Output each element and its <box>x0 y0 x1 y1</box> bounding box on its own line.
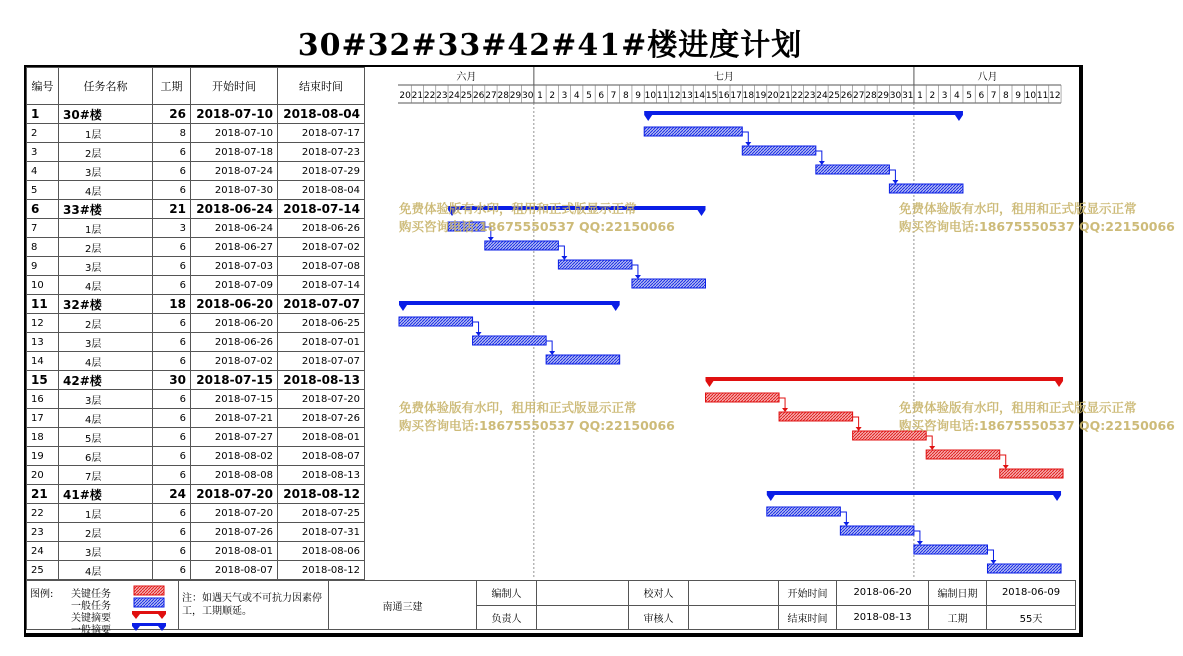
task-start: 2018-07-27 <box>191 428 278 447</box>
task-no: 2 <box>27 124 59 143</box>
owner-label: 负责人 <box>477 605 537 630</box>
task-start: 2018-07-15 <box>191 371 278 390</box>
dependency-arrowhead <box>476 332 482 336</box>
task-end: 2018-07-07 <box>278 352 365 371</box>
task-bar <box>706 393 780 402</box>
task-start: 2018-06-24 <box>191 200 278 219</box>
task-start: 2018-06-27 <box>191 238 278 257</box>
task-end: 2018-08-13 <box>278 371 365 390</box>
task-name: 30#楼 <box>59 105 153 124</box>
task-start: 2018-07-26 <box>191 523 278 542</box>
page-title: 30#32#33#42#41#楼进度计划 <box>297 28 803 63</box>
task-end: 2018-08-04 <box>278 181 365 200</box>
table-row <box>27 561 365 580</box>
task-no: 25 <box>27 561 59 580</box>
table-row <box>27 219 365 238</box>
day-label: 2 <box>549 91 556 101</box>
task-duration: 6 <box>153 352 191 371</box>
dependency-arrowhead <box>745 142 751 146</box>
table-row <box>27 523 365 542</box>
footer <box>26 580 1075 636</box>
task-end: 2018-07-17 <box>278 124 365 143</box>
task-no: 13 <box>27 333 59 352</box>
task-duration: 26 <box>153 105 191 124</box>
task-end: 2018-07-26 <box>278 409 365 428</box>
day-label: 27 <box>853 91 865 101</box>
month-label: 七月 <box>713 72 734 83</box>
task-bar <box>742 146 816 155</box>
day-label: 5 <box>966 91 972 101</box>
task-duration: 6 <box>153 238 191 257</box>
task-start: 2018-07-10 <box>191 105 278 124</box>
task-duration: 6 <box>153 390 191 409</box>
task-end: 2018-07-14 <box>278 200 365 219</box>
end-label: 结束时间 <box>779 605 837 630</box>
day-label: 8 <box>1003 91 1009 101</box>
task-duration: 6 <box>153 162 191 181</box>
dependency-arrowhead <box>819 161 825 165</box>
summary-bar <box>644 111 963 121</box>
day-label: 24 <box>816 91 828 101</box>
col-end-header: 结束时间 <box>278 68 365 105</box>
task-name: 5层 <box>59 428 153 447</box>
legend <box>27 581 179 636</box>
task-start: 2018-06-24 <box>191 219 278 238</box>
task-no: 14 <box>27 352 59 371</box>
table-row <box>27 124 365 143</box>
footer-note: 注：如遇天气或不可抗力因素停工，工期顺延。 <box>179 581 329 630</box>
task-bar <box>632 279 706 288</box>
task-duration: 30 <box>153 371 191 390</box>
dependency-arrowhead <box>635 275 641 279</box>
task-no: 23 <box>27 523 59 542</box>
day-label: 6 <box>598 91 605 101</box>
task-name: 4层 <box>59 276 153 295</box>
day-label: 27 <box>485 91 497 101</box>
col-dur-header: 工期 <box>153 68 191 105</box>
task-duration: 6 <box>153 181 191 200</box>
task-start: 2018-06-20 <box>191 295 278 314</box>
watermark-text: 免费体验版有水印，租用和正式版显示正常 购买咨询电话:18675550537 QQ:22150066 <box>399 400 675 433</box>
task-duration: 3 <box>153 219 191 238</box>
day-label: 17 <box>730 91 742 101</box>
table-row <box>27 200 365 219</box>
task-duration: 6 <box>153 447 191 466</box>
day-label: 30 <box>522 91 534 101</box>
task-bar <box>914 545 988 554</box>
task-duration: 6 <box>153 542 191 561</box>
start-value: 2018-06-20 <box>837 581 929 606</box>
day-label: 20 <box>399 91 411 101</box>
task-end: 2018-07-20 <box>278 390 365 409</box>
day-label: 19 <box>754 91 767 101</box>
table-row <box>27 466 365 485</box>
task-start: 2018-07-15 <box>191 390 278 409</box>
task-end: 2018-07-01 <box>278 333 365 352</box>
task-bar <box>779 412 853 421</box>
end-value: 2018-08-13 <box>837 605 929 630</box>
task-duration: 6 <box>153 314 191 333</box>
task-name: 3层 <box>59 542 153 561</box>
editor-label: 编制人 <box>477 581 537 606</box>
date-value: 2018-06-09 <box>987 581 1076 606</box>
task-no: 18 <box>27 428 59 447</box>
table-row <box>27 428 365 447</box>
task-no: 12 <box>27 314 59 333</box>
day-label: 1 <box>917 91 923 101</box>
table-row <box>27 447 365 466</box>
dependency-arrowhead <box>488 237 494 241</box>
legend-normal-summary: 一般摘要 <box>71 625 111 636</box>
task-bar <box>558 260 632 269</box>
task-start: 2018-08-02 <box>191 447 278 466</box>
dependency-arrowhead <box>1003 465 1009 469</box>
legend-normal-task: 一般任务 <box>71 601 111 612</box>
task-end: 2018-07-31 <box>278 523 365 542</box>
task-no: 21 <box>27 485 59 504</box>
task-no: 24 <box>27 542 59 561</box>
task-start: 2018-08-07 <box>191 561 278 580</box>
task-name: 4层 <box>59 352 153 371</box>
table-row <box>27 143 365 162</box>
task-duration: 6 <box>153 561 191 580</box>
task-name: 1层 <box>59 504 153 523</box>
task-no: 20 <box>27 466 59 485</box>
dependency-arrowhead <box>843 522 849 526</box>
col-start-header: 开始时间 <box>191 68 278 105</box>
task-name: 1层 <box>59 124 153 143</box>
task-duration: 18 <box>153 295 191 314</box>
task-no: 5 <box>27 181 59 200</box>
task-no: 8 <box>27 238 59 257</box>
task-no: 10 <box>27 276 59 295</box>
day-label: 31 <box>902 91 914 101</box>
table-row <box>27 162 365 181</box>
legend-swatch-critical-task <box>134 586 164 595</box>
task-end: 2018-07-29 <box>278 162 365 181</box>
task-duration: 6 <box>153 333 191 352</box>
task-name: 41#楼 <box>59 485 153 504</box>
table-row <box>27 257 365 276</box>
task-name: 33#楼 <box>59 200 153 219</box>
legend-label: 图例: <box>30 589 54 600</box>
task-duration: 6 <box>153 257 191 276</box>
task-name: 2层 <box>59 238 153 257</box>
table-row <box>27 542 365 561</box>
dependency-arrowhead <box>561 256 567 260</box>
task-name: 4层 <box>59 561 153 580</box>
dependency-arrowhead <box>990 560 996 564</box>
day-label: 15 <box>705 91 718 101</box>
col-no-header: 编号 <box>27 68 59 105</box>
task-bar <box>473 336 547 345</box>
day-label: 16 <box>718 91 730 101</box>
reviewer-value <box>689 605 779 630</box>
start-label: 开始时间 <box>779 581 837 606</box>
task-no: 9 <box>27 257 59 276</box>
day-label: 4 <box>573 91 580 101</box>
task-duration: 6 <box>153 143 191 162</box>
task-end: 2018-08-12 <box>278 485 365 504</box>
task-start: 2018-07-30 <box>191 181 278 200</box>
task-name: 2层 <box>59 143 153 162</box>
day-label: 22 <box>791 91 804 101</box>
day-label: 9 <box>1015 91 1021 101</box>
task-name: 6层 <box>59 447 153 466</box>
summary-bar <box>706 377 1064 387</box>
duration-value: 55天 <box>987 605 1076 630</box>
task-name: 3层 <box>59 390 153 409</box>
table-row <box>27 105 365 124</box>
task-no: 19 <box>27 447 59 466</box>
day-label: 29 <box>509 91 522 101</box>
day-label: 21 <box>411 91 424 101</box>
table-row <box>27 314 365 333</box>
company-name: 南通三建 <box>329 581 477 630</box>
legend-swatches <box>130 584 170 632</box>
task-end: 2018-08-12 <box>278 561 365 580</box>
task-start: 2018-08-01 <box>191 542 278 561</box>
task-duration: 6 <box>153 523 191 542</box>
table-row <box>27 504 365 523</box>
task-end: 2018-08-06 <box>278 542 365 561</box>
dependency-arrowhead <box>892 180 898 184</box>
legend-critical-task: 关键任务 <box>71 589 111 600</box>
task-end: 2018-08-13 <box>278 466 365 485</box>
watermark-text: 免费体验版有水印，租用和正式版显示正常 购买咨询电话:18675550537 QQ:22150066 <box>399 201 675 234</box>
table-row <box>27 371 365 390</box>
month-label: 六月 <box>456 72 477 83</box>
day-label: 29 <box>877 91 889 101</box>
task-end: 2018-07-07 <box>278 295 365 314</box>
task-name: 1层 <box>59 219 153 238</box>
task-name: 4层 <box>59 181 153 200</box>
task-end: 2018-07-25 <box>278 504 365 523</box>
task-end: 2018-08-04 <box>278 105 365 124</box>
day-label: 23 <box>436 91 448 101</box>
table-row <box>27 181 365 200</box>
dependency-arrowhead <box>782 408 788 412</box>
day-label: 11 <box>1036 91 1049 101</box>
task-bar <box>987 564 1061 573</box>
task-no: 4 <box>27 162 59 181</box>
day-label: 18 <box>742 91 755 101</box>
task-end: 2018-07-02 <box>278 238 365 257</box>
day-label: 28 <box>497 91 509 101</box>
day-label: 12 <box>1049 91 1061 101</box>
day-label: 10 <box>644 91 657 101</box>
day-label: 2 <box>929 91 936 101</box>
legend-swatch-normal-summary <box>132 623 166 631</box>
task-start: 2018-07-10 <box>191 124 278 143</box>
task-name: 2层 <box>59 314 153 333</box>
table-row <box>27 238 365 257</box>
task-duration: 6 <box>153 504 191 523</box>
day-label: 3 <box>561 91 568 101</box>
task-no: 11 <box>27 295 59 314</box>
task-start: 2018-08-08 <box>191 466 278 485</box>
day-label: 3 <box>941 91 948 101</box>
task-start: 2018-06-20 <box>191 314 278 333</box>
day-label: 9 <box>635 91 641 101</box>
task-bar <box>399 317 473 326</box>
col-name-header: 任务名称 <box>59 68 153 105</box>
task-end: 2018-07-14 <box>278 276 365 295</box>
dependency-arrowhead <box>549 351 555 355</box>
task-name: 32#楼 <box>59 295 153 314</box>
task-duration: 8 <box>153 124 191 143</box>
table-row <box>27 352 365 371</box>
task-no: 15 <box>27 371 59 390</box>
legend-swatch-critical-summary <box>132 611 166 619</box>
task-no: 17 <box>27 409 59 428</box>
task-end: 2018-08-01 <box>278 428 365 447</box>
table-row <box>27 276 365 295</box>
day-label: 13 <box>681 91 693 101</box>
task-start: 2018-06-26 <box>191 333 278 352</box>
task-duration: 24 <box>153 485 191 504</box>
task-start: 2018-07-21 <box>191 409 278 428</box>
task-duration: 6 <box>153 276 191 295</box>
task-bar <box>840 526 914 535</box>
task-bar <box>889 184 963 193</box>
day-label: 11 <box>656 91 669 101</box>
table-row <box>27 485 365 504</box>
owner-value <box>537 605 629 630</box>
day-label: 21 <box>779 91 791 101</box>
task-name: 42#楼 <box>59 371 153 390</box>
task-bar <box>926 450 1000 459</box>
task-bar <box>816 165 890 174</box>
watermark-text: 免费体验版有水印，租用和正式版显示正常 购买咨询电话:18675550537 QQ:22150066 <box>899 400 1175 433</box>
task-bar <box>546 355 620 364</box>
task-duration: 21 <box>153 200 191 219</box>
table-row <box>27 409 365 428</box>
reviewer-label: 审核人 <box>629 605 689 630</box>
task-bar <box>1000 469 1063 478</box>
task-duration: 6 <box>153 428 191 447</box>
checker-label: 校对人 <box>629 581 689 606</box>
task-start: 2018-07-24 <box>191 162 278 181</box>
checker-value <box>689 581 779 606</box>
month-label: 八月 <box>977 72 998 83</box>
day-label: 7 <box>610 91 617 101</box>
day-label: 4 <box>953 91 960 101</box>
dependency-arrowhead <box>917 541 923 545</box>
dependency-arrowhead <box>856 427 862 431</box>
task-name: 3层 <box>59 257 153 276</box>
day-label: 8 <box>622 91 629 101</box>
dependency-arrowhead <box>929 446 935 450</box>
day-label: 12 <box>669 91 681 101</box>
task-end: 2018-07-08 <box>278 257 365 276</box>
summary-bar <box>399 301 620 311</box>
task-name: 2层 <box>59 523 153 542</box>
table-row <box>27 333 365 352</box>
task-duration: 6 <box>153 466 191 485</box>
task-start: 2018-07-02 <box>191 352 278 371</box>
task-no: 16 <box>27 390 59 409</box>
task-no: 22 <box>27 504 59 523</box>
day-label: 1 <box>537 91 543 101</box>
day-label: 25 <box>460 91 473 101</box>
task-name: 4层 <box>59 409 153 428</box>
task-bar <box>485 241 559 250</box>
task-name: 3层 <box>59 333 153 352</box>
task-start: 2018-07-20 <box>191 504 278 523</box>
day-label: 23 <box>803 91 816 101</box>
task-end: 2018-06-25 <box>278 314 365 333</box>
task-no: 1 <box>27 105 59 124</box>
task-no: 3 <box>27 143 59 162</box>
day-label: 10 <box>1024 91 1037 101</box>
day-label: 26 <box>840 91 853 101</box>
day-label: 30 <box>889 91 902 101</box>
task-end: 2018-08-07 <box>278 447 365 466</box>
table-row <box>27 295 365 314</box>
task-end: 2018-06-26 <box>278 219 365 238</box>
legend-swatch-normal-task <box>134 598 164 607</box>
gantt-chart <box>398 67 1076 579</box>
date-label: 编制日期 <box>929 581 987 606</box>
task-start: 2018-07-03 <box>191 257 278 276</box>
day-label: 20 <box>767 91 779 101</box>
day-label: 24 <box>448 91 460 101</box>
watermark-text: 免费体验版有水印，租用和正式版显示正常 购买咨询电话:18675550537 QQ:22150066 <box>899 201 1175 234</box>
table-header <box>27 68 365 105</box>
day-label: 26 <box>472 91 485 101</box>
task-duration: 6 <box>153 409 191 428</box>
day-label: 28 <box>865 91 877 101</box>
task-no: 7 <box>27 219 59 238</box>
day-label: 25 <box>828 91 840 101</box>
task-start: 2018-07-09 <box>191 276 278 295</box>
day-label: 6 <box>978 91 985 101</box>
day-label: 7 <box>990 91 997 101</box>
table-row <box>27 390 365 409</box>
day-label: 14 <box>693 91 706 101</box>
day-label: 5 <box>586 91 592 101</box>
task-bar <box>767 507 841 516</box>
task-name: 3层 <box>59 162 153 181</box>
task-name: 7层 <box>59 466 153 485</box>
editor-value <box>537 581 629 606</box>
legend-critical-summary: 关键摘要 <box>71 613 111 624</box>
task-start: 2018-07-20 <box>191 485 278 504</box>
task-bar <box>644 127 742 136</box>
task-no: 6 <box>27 200 59 219</box>
task-start: 2018-07-18 <box>191 143 278 162</box>
task-end: 2018-07-23 <box>278 143 365 162</box>
day-label: 22 <box>423 91 436 101</box>
task-table <box>26 67 365 580</box>
duration-label: 工期 <box>929 605 987 630</box>
